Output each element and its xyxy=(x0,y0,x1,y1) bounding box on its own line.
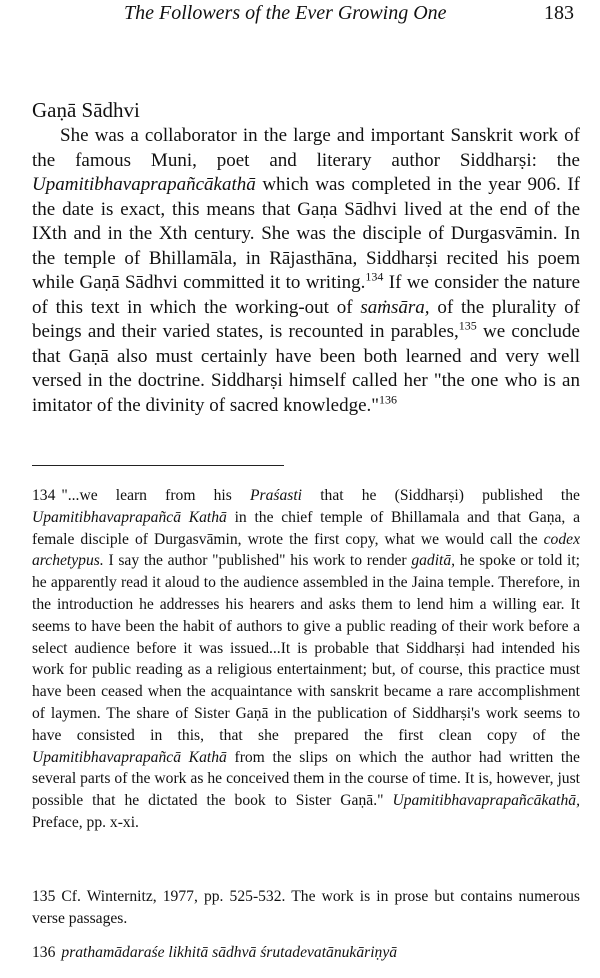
footnote-number: 134 xyxy=(32,487,56,504)
footnote-ref-135[interactable]: 135 xyxy=(458,318,477,333)
running-header xyxy=(124,2,574,25)
italic-run: prathamādaraśe likhitā sādhvā śrutadevatānukāriṇyā xyxy=(61,944,398,961)
text-run: Preface, pp. x-xi. xyxy=(32,813,139,831)
italic-run: Praśasti xyxy=(250,487,303,504)
footnote-number: 136 xyxy=(32,944,56,961)
section-heading: Gaṇā Sādhvi xyxy=(32,98,140,122)
body-paragraph xyxy=(32,124,580,418)
page-number: 183 xyxy=(544,2,574,24)
text-run: She was a collaborator in the large and important Sanskrit work of the famous Muni, poet and literary author Siddharṣi: the xyxy=(32,125,580,171)
italic-run: Upamitibhavaprapañcā Kathā xyxy=(32,748,227,766)
italic-run: Upamitibhavaprapañcā Kathā xyxy=(32,508,227,526)
footnote-ref-136[interactable]: 136 xyxy=(379,392,398,407)
footnote-ref-134[interactable]: 134 xyxy=(365,269,384,284)
italic-run: codex archetypus. xyxy=(32,530,580,570)
italic-run: Upamitibhavaprapañcākathā, xyxy=(392,792,580,810)
text-run: Cf. Winternitz, 1977, pp. 525-532. The work is in prose but contains numerous verse passages. xyxy=(32,888,580,927)
text-run: in the chief temple of Bhillamala and that Gaṇa, a female disciple of Durgasvāmin, wrote the first copy, what we would call the xyxy=(32,508,580,548)
text-run: from the slips on which the author had written the several parts of the work as he conceived them in the course of time. It is, however, just possible that he dictated the book to Sister Gaṇā." xyxy=(32,748,580,810)
footnote-135 xyxy=(32,886,580,930)
work-title: Upamitibhavaprapañcākathā xyxy=(32,174,256,195)
body-text xyxy=(32,124,580,418)
term-samsara: saṁsāra, xyxy=(360,296,430,318)
footnote-number: 135 xyxy=(32,888,56,905)
running-title: The Followers of the Ever Growing One xyxy=(124,2,447,24)
text-run: If we consider the nature of this text in which the working-out of xyxy=(32,272,581,318)
text-run: we conclude that Gaṇā also must certainly have been both learned and very well versed in the doctrine. Siddharṣi himself called her "the one who is an imitator of the divinity of sacred knowledge." xyxy=(32,321,580,416)
footnote-136 xyxy=(32,942,580,964)
text-run: which was completed in the year 906. If the date is exact, this means that Gaṇa Sādhvi lived at the end of the IXth and in the Xth century. She was the disciple of Durgasvāmin. In the temple of Bhillamāla, in Rājasthāna, Siddharṣi recited his poem while Gaṇā Sādhvi committed it to writing. xyxy=(32,174,580,293)
text-run: "...we learn from his xyxy=(61,487,251,504)
footnote-134 xyxy=(32,485,580,834)
text-run: he spoke or told it; he apparently read it aloud to the audience assembled in the Jaina temple. Therefore, in the introduction he addresses his hearers and asks them to lend him a willing ear. It seems to have been the habit of authors to give a public reading of their work before a select audience before it was issued...It is probable that Siddharṣi had intended his work for public reading as a religious entertainment; but, of course, this practice must have been ceased when the acquaintance with sanskrit became a rare accomplishment of laymen. The share of Sister Gaṇā in the publication of Siddharṣi's work seems to have consisted in this, that she prepared the first clean copy of the xyxy=(32,552,581,744)
text-run: I say the author "published" his work to render xyxy=(103,552,412,570)
italic-run: gaditā, xyxy=(411,552,456,570)
footnote-separator xyxy=(32,465,284,466)
text-run: of the plurality of beings and their varied states, is recounted in parables, xyxy=(32,296,580,342)
text-run: that he (Siddharṣi) published the xyxy=(302,487,580,504)
